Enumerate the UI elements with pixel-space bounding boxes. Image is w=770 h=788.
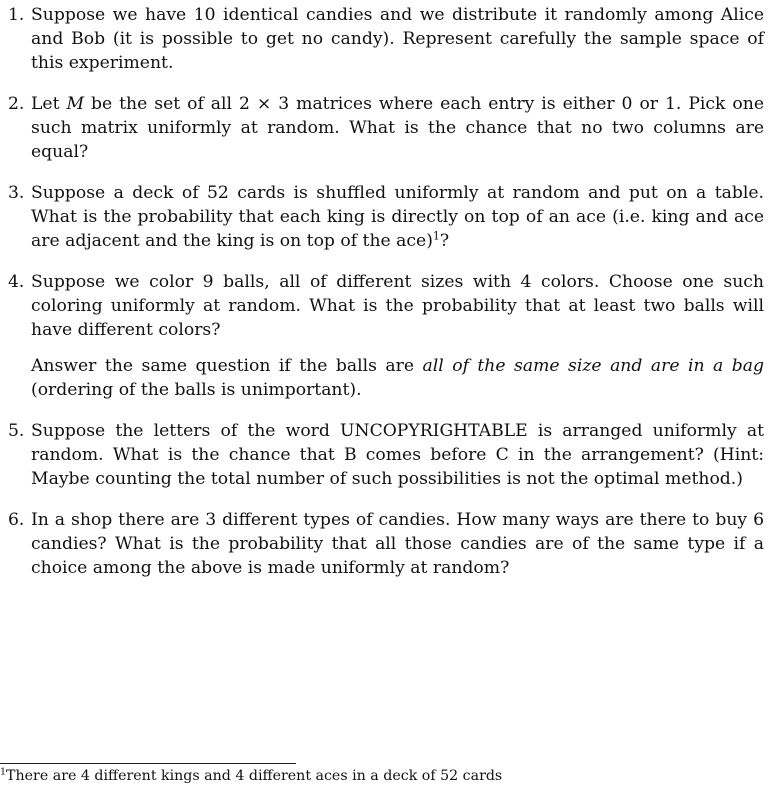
followup-emphasis: all of the same size and are in a bag [422,356,764,376]
problem-text [31,181,764,253]
followup-text-part: Answer the same question if the balls are [31,356,423,376]
problem-number: 4. [8,272,25,292]
footnote-divider [0,763,296,764]
problem-text-part: be the set of all 2 × 3 matrices where each entry is either 0 or 1. Pick one such matrix uniformly at random. What is the chance that no two columns are equal? [31,94,764,162]
footnote-text: There are 4 different kings and 4 different aces in a deck of 52 cards [6,768,503,784]
problem-number: 2. [8,94,25,114]
problem-text-part: Suppose a deck of 52 cards is shuffled uniformly at random and put on a table. What is the probability that each king is directly on top of an ace (i.e. king and ace are adjacent and the king is on top of the ace) [31,183,764,251]
problem-text-part: Let [31,94,67,114]
problem-text [31,92,764,164]
problem-4 [0,270,770,402]
problem-text: In a shop there are 3 different types of candies. How many ways are there to buy 6 candies? What is the probability that all those candies are of the same type if a choice among the above is made uniformly at random? [31,510,764,578]
problem-3 [0,181,770,253]
problem-text: Suppose the letters of the word UNCOPYRIGHTABLE is arranged uniformly at random. What is the chance that B comes before C in the arrangement? (Hint: Maybe counting the total number of such possibilities is not the optimal method.) [31,421,764,489]
footnote-marker: 1 [0,766,7,778]
problem-5 [0,419,770,491]
problem-text-part: ? [439,231,450,251]
problem-text: Suppose we color 9 balls, all of different sizes with 4 colors. Choose one such coloring uniformly at random. What is the probability that at least two balls will have different colors? [31,272,764,340]
set-symbol: M [66,94,85,114]
problem-2 [0,92,770,164]
problem-number: 3. [8,183,25,203]
followup-text-part: (ordering of the balls is unimportant). [31,380,362,400]
problem-text: Suppose we have 10 identical candies and we distribute it randomly among Alice and Bob (it is possible to get no candy). Represent carefully the sample space of this experiment. [31,5,764,73]
problem-1 [0,3,770,75]
problem-list [0,3,770,580]
problem-number: 5. [8,421,25,441]
footnote-reference[interactable]: 1 [432,229,440,243]
problem-number: 1. [8,5,25,25]
problem-6 [0,508,770,580]
problem-followup [31,354,764,402]
footnote [0,767,502,785]
problem-number: 6. [8,510,25,530]
